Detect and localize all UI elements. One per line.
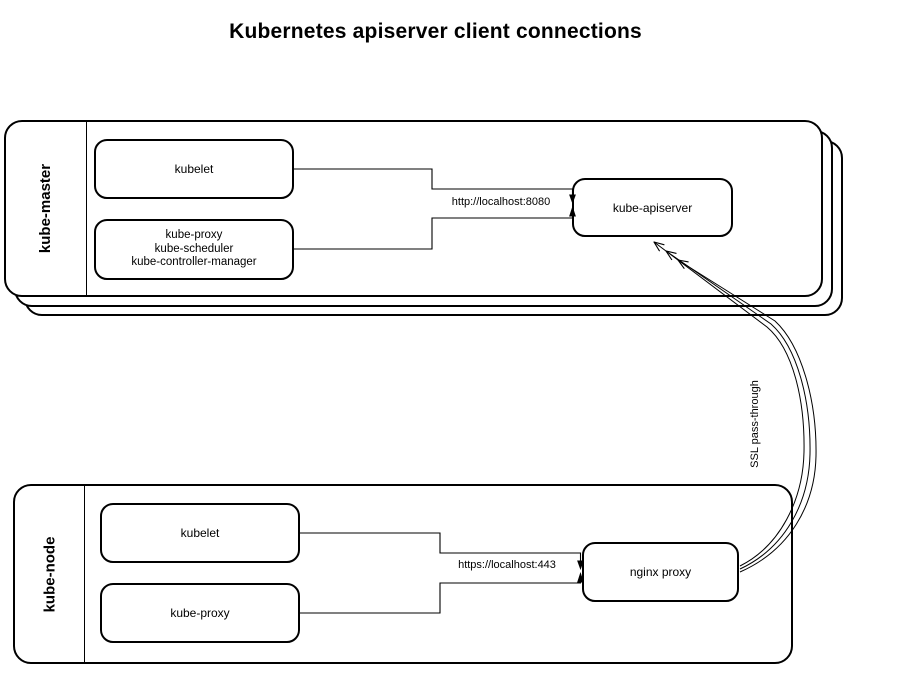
node-kubelet-node xyxy=(100,503,300,563)
kube-apiserver-node xyxy=(572,178,733,237)
master-label: kube-master xyxy=(37,163,55,254)
node-kubelet-label: kubelet xyxy=(180,526,220,540)
edge-label-http-localhost-8080: http://localhost:8080 xyxy=(451,196,551,208)
control-plane-line-kube-scheduler: kube-scheduler xyxy=(154,242,234,255)
control-plane-line-kube-controller-manager: kube-controller-manager xyxy=(131,256,257,269)
master-label-column xyxy=(6,122,87,295)
control-plane-line-kube-proxy: kube-proxy xyxy=(165,229,223,242)
master-kubelet-node xyxy=(94,139,294,199)
master-kubelet-label: kubelet xyxy=(174,162,214,176)
diagram-title: Kubernetes apiserver client connections xyxy=(229,20,642,43)
edge-label-ssl-pass-through: SSL pass-through xyxy=(749,380,761,468)
node-kube-proxy-node xyxy=(100,583,300,643)
node-kube-proxy-label: kube-proxy xyxy=(170,606,230,620)
edge-label-https-localhost-443: https://localhost:443 xyxy=(458,559,556,571)
nginx-proxy-node xyxy=(582,542,739,602)
node-label-column xyxy=(15,486,85,662)
kube-apiserver-label: kube-apiserver xyxy=(612,200,693,215)
node-label: kube-node xyxy=(41,536,58,612)
nginx-proxy-label: nginx proxy xyxy=(629,565,692,579)
master-control-plane-node xyxy=(94,219,294,280)
